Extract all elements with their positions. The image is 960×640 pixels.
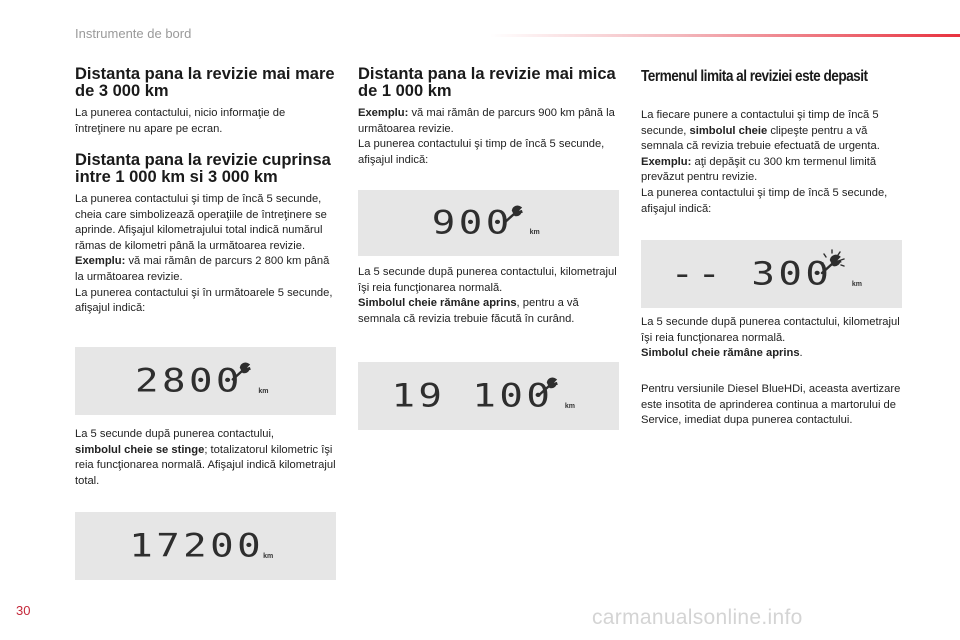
display-digits: 900 — [431, 204, 513, 242]
paragraph-1000-3000: La punerea contactului şi timp de încă 5 secunde, cheia care simbolizează operaţiile de întreţinere se aprinde. Afişajul kilometrajului total indică numărul rămas de kilometri până la următoarea revizie. Exemplu: vă mai rămân de parcurs 2 800 km până la următoarea revizie. La punerea contactului şi în următoarele 5 secunde, afişajul indică: — [75, 193, 333, 315]
km-unit: km — [258, 388, 269, 395]
display-digits: 17200 — [128, 527, 264, 565]
heading-more-than-3000: Distanta pana la revizie mai mare de 3 000 km — [75, 65, 335, 100]
km-unit: km — [564, 403, 575, 410]
display-digits: 2800 — [135, 362, 244, 400]
odometer-display-minus-300 — [641, 240, 902, 308]
watermark: carmanualsonline.info — [592, 606, 803, 629]
odometer-display-17200 — [75, 512, 336, 580]
odometer-display-2800 — [75, 347, 336, 415]
paragraph-more-than-3000: La punerea contactului, nicio informaţie de întreţinere nu apare pe ecran. — [75, 107, 286, 135]
header-divider — [490, 34, 960, 37]
paragraph-less-than-1000: Exemplu: vă mai rămân de parcurs 900 km până la următoarea revizie. La punerea contactului şi timp de încă 5 secunde, afişajul indică: — [358, 107, 615, 166]
display-digits: 19 100 — [391, 377, 554, 415]
odometer-display-900 — [358, 190, 619, 256]
heading-1000-3000: Distanta pana la revizie cuprinsa intre 1 000 km si 3 000 km — [75, 151, 331, 186]
odometer-display-19100 — [358, 362, 619, 430]
heading-overdue: Termenul limita al reviziei este depasit — [641, 68, 868, 85]
display-digits: -- 300 — [670, 255, 833, 293]
page-number: 30 — [16, 603, 31, 618]
km-unit: km — [529, 229, 540, 236]
section-header: Instrumente de bord — [75, 26, 192, 41]
paragraph-overdue: La fiecare punere a contactului şi timp de încă 5 secunde, simbolul cheie clipeşte pentru a vă semnala că revizia trebuie efectuată de urgenta. Exemplu: aţi depăşit cu 300 km termenul limită prevăzut pentru revizie. La punerea contactului şi timp de încă 5 secunde, afişajul indică: — [641, 109, 888, 215]
km-unit: km — [263, 553, 274, 560]
paragraph-key-remains-on-overdue: La 5 secunde după punerea contactului, kilometrajul îşi reia funcţionarea normală. Simbolul cheie rămâne aprins. — [641, 316, 900, 360]
paragraph-key-remains-on: La 5 secunde după punerea contactului, kilometrajul îşi reia funcţionarea normală. Simbolul cheie rămâne aprins, pentru a vă semnala că revizia trebuie făcută în curând. — [358, 266, 617, 325]
heading-less-than-1000: Distanta pana la revizie mai mica de 1 000 km — [358, 65, 616, 100]
paragraph-diesel-bluehdi: Pentru versiunile Diesel BlueHDi, aceasta avertizare este insotita de aprinderea continua a martorului de Service, imediat dupa punerea contactului. — [641, 383, 901, 427]
km-unit: km — [851, 281, 862, 288]
paragraph-after-5s: La 5 secunde după punerea contactului, simbolul cheie se stinge; totalizatorul kilometric îşi reia funcţionarea normală. Afişajul indică kilometrajul total. — [75, 428, 336, 487]
